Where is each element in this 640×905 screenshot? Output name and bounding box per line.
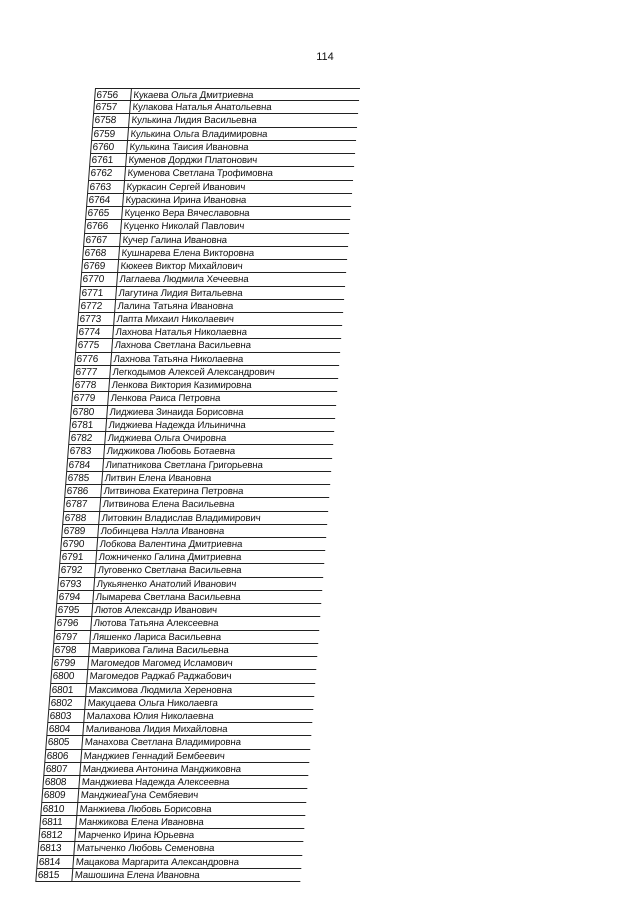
entry-number: 6797 [53, 631, 91, 643]
entry-name: Манджиев Геннадий Бембеевич [83, 750, 226, 762]
entry-name: Марченко Ирина Юрьевна [77, 830, 195, 842]
entry-name: Максимова Людмила Хереновна [88, 684, 233, 696]
table-row [75, 339, 341, 352]
table-row [47, 710, 313, 723]
entry-number: 6809 [41, 789, 79, 801]
table-row [87, 181, 353, 194]
table-row [41, 789, 307, 802]
entry-number: 6802 [48, 697, 86, 709]
table-row [48, 697, 314, 710]
table-row [64, 485, 330, 498]
table-row [58, 564, 324, 577]
page-number: 114 [316, 51, 334, 63]
entry-name: Кулькина Лидия Васильевна [131, 115, 258, 127]
table-row [57, 578, 323, 591]
entry-number: 6811 [39, 816, 77, 828]
entry-number: 6793 [57, 578, 95, 590]
entry-number: 6795 [55, 604, 93, 616]
entry-number: 6772 [78, 300, 116, 312]
entry-name: МанджиеаГуна Сембяевич [80, 790, 199, 802]
table-row [73, 366, 339, 379]
table-row [43, 763, 309, 776]
entry-name: Лалина Татьяна Ивановна [117, 300, 234, 312]
table-row [92, 114, 358, 127]
entry-name: Куценко Николай Павлович [123, 221, 245, 233]
table-row [84, 220, 350, 233]
entry-name: Кукаева Ольга Дмитриевна [133, 90, 254, 101]
entry-number: 6787 [63, 498, 101, 510]
entry-name: Кучер Галина Ивановна [122, 234, 228, 246]
table-row [69, 419, 335, 432]
table-row [44, 750, 310, 763]
table-row [79, 287, 345, 300]
table-row [70, 406, 336, 419]
table-row [80, 273, 346, 286]
table-row [52, 644, 318, 657]
entry-number: 6805 [45, 736, 83, 748]
entry-name: Лахнова Наталья Николаевна [115, 327, 248, 339]
entry-name: Лиджиева Зинаида Борисовна [109, 406, 244, 418]
entry-name: Ложниченко Галина Дмитриевна [98, 552, 242, 564]
table-row [51, 657, 317, 670]
entry-number: 6796 [54, 617, 92, 629]
entry-number: 6801 [49, 684, 87, 696]
table-row [86, 194, 352, 207]
entry-name: Литовкин Владислав Владимирович [101, 512, 262, 524]
entry-number: 6812 [38, 829, 76, 841]
entry-number: 6791 [59, 551, 97, 563]
entry-number: 6778 [72, 379, 110, 391]
entry-number: 6803 [47, 710, 85, 722]
entry-name: Мацакова Маргарита Александровна [75, 856, 240, 868]
entry-number: 6767 [83, 234, 121, 246]
entry-name: Ленкова Виктория Казимировна [111, 380, 252, 392]
table-row [42, 776, 308, 789]
entry-name: Легкодымов Алексей Александрович [112, 366, 276, 378]
entry-name: Липатникова Светлана Григорьевна [105, 459, 264, 471]
entry-name: Лымарева Светлана Васильевна [95, 591, 242, 603]
entry-name: Лаглаева Людмила Хечеевна [119, 274, 249, 286]
entry-number: 6794 [56, 591, 94, 603]
entry-name: Лобкова Валентина Дмитриевна [99, 538, 243, 550]
entry-number: 6789 [61, 525, 99, 537]
entry-number: 6756 [94, 89, 132, 100]
entry-name: Куркасин Сергей Иванович [126, 181, 246, 193]
entry-number: 6762 [88, 167, 126, 179]
entry-number: 6814 [36, 856, 74, 868]
entry-name: Манжикова Елена Ивановна [78, 816, 205, 828]
entry-number: 6773 [77, 313, 115, 325]
table-row [37, 842, 303, 855]
entry-name: Литвинова Екатерина Петровна [103, 486, 244, 498]
table-row [88, 167, 354, 180]
entry-number: 6792 [58, 564, 96, 576]
entry-number: 6758 [92, 114, 130, 126]
entry-name: Лютов Александр Иванович [94, 605, 218, 617]
table-row [83, 234, 349, 247]
table-row [68, 432, 334, 445]
table-row [39, 816, 305, 829]
entry-name: Куценко Вера Вячеславовна [124, 208, 250, 220]
entry-name: Кюкеев Виктор Михайлович [120, 261, 244, 273]
table-row [91, 128, 357, 141]
entry-number: 6777 [73, 366, 111, 378]
table-row [89, 154, 355, 167]
entry-number: 6761 [89, 154, 127, 166]
entry-number: 6806 [44, 750, 82, 762]
table-row [38, 829, 304, 842]
entry-number: 6788 [62, 512, 100, 524]
entry-number: 6768 [82, 247, 120, 259]
table-row [49, 684, 315, 697]
entry-name: Машошина Елена Ивановна [74, 869, 200, 881]
table-row [72, 379, 338, 392]
entry-name: Литвин Елена Ивановна [104, 472, 212, 484]
entry-number: 6759 [91, 128, 129, 140]
entry-number: 6808 [42, 776, 80, 788]
entry-number: 6765 [85, 207, 123, 219]
entry-number: 6764 [86, 194, 124, 206]
entry-name: Луговенко Светлана Васильевна [97, 565, 242, 577]
table-row [59, 551, 325, 564]
entry-number: 6807 [43, 763, 81, 775]
entry-name: Кулакова Наталья Анатольевна [132, 102, 272, 114]
table-row [90, 141, 356, 154]
entry-number: 6780 [70, 406, 108, 418]
entry-number: 6790 [60, 538, 98, 550]
entry-number: 6760 [90, 141, 128, 153]
entry-number: 6776 [74, 353, 112, 365]
table-row [45, 736, 311, 749]
entry-name: Ленкова Раиса Петровна [110, 393, 221, 405]
entry-number: 6783 [67, 445, 105, 457]
entry-name: Лахнова Светлана Васильевна [114, 340, 252, 352]
table-row [56, 591, 322, 604]
entry-number: 6766 [84, 220, 122, 232]
entry-name: Литвинова Елена Васильевна [102, 499, 235, 511]
table-row [61, 525, 327, 538]
entry-number: 6774 [76, 326, 114, 338]
entry-name: Лютова Татьяна Алексеевна [93, 618, 219, 630]
entry-name: Лахнова Татьяна Николаевна [113, 353, 244, 365]
table-row [93, 101, 359, 114]
entry-name: Манахова Светлана Владимировна [84, 737, 242, 749]
entry-name: Куменов Дорджи Платонович [128, 155, 258, 167]
entry-number: 6813 [37, 842, 75, 854]
entry-number: 6810 [40, 803, 78, 815]
entry-number: 6784 [66, 459, 104, 471]
table-row [82, 247, 348, 260]
table-row [65, 472, 331, 485]
table-row [85, 207, 351, 220]
entry-number: 6781 [69, 419, 107, 431]
entry-name: Лиджикова Любовь Ботаевна [106, 446, 236, 458]
entry-number: 6779 [71, 392, 109, 404]
entry-name: Маврикова Галина Васильевна [91, 644, 230, 656]
table-row [71, 392, 337, 405]
table-row [55, 604, 321, 617]
table-row [50, 670, 316, 683]
entry-number: 6815 [35, 869, 73, 881]
entry-number: 6775 [75, 339, 113, 351]
entry-name: Кушнарева Елена Викторовна [121, 247, 255, 259]
entry-name: Ляшенко Лариса Васильевна [92, 631, 222, 643]
table-row [77, 313, 343, 326]
table-row [76, 326, 342, 339]
entry-number: 6799 [51, 657, 89, 669]
entry-number: 6769 [81, 260, 119, 272]
entry-name: Кулькина Ольга Владимировна [130, 128, 268, 140]
table-row [62, 512, 328, 525]
table-row [66, 459, 332, 472]
entry-name: Лапта Михаил Николаевич [116, 313, 235, 325]
entry-name: Куменова Светлана Трофимовна [127, 168, 274, 180]
entry-number: 6771 [79, 287, 117, 299]
entry-name: Кураскина Ирина Ивановна [125, 194, 247, 206]
table-row [67, 445, 333, 458]
entry-name: Лукьяненко Анатолий Иванович [96, 578, 237, 590]
entry-number: 6770 [80, 273, 118, 285]
entry-name: Лиджиева Ольга Очировна [107, 433, 227, 445]
table-row [94, 88, 360, 101]
entry-number: 6785 [65, 472, 103, 484]
entry-name: Матыченко Любовь Семеновна [76, 843, 215, 855]
table-row [78, 300, 344, 313]
entry-name: Лагутина Лидия Витальевна [118, 287, 243, 299]
table-row [53, 631, 319, 644]
entry-name: Манжиева Любовь Борисовна [79, 803, 212, 815]
entry-name: Магомедов Раджаб Раджабович [89, 671, 232, 683]
entry-name: Лиджиева Надежда Ильинична [108, 419, 247, 431]
entry-number: 6757 [93, 101, 131, 113]
entry-number: 6804 [46, 723, 84, 735]
entry-number: 6798 [52, 644, 90, 656]
entry-name: Малахова Юлия Николаевна [86, 711, 214, 723]
entry-name: Кулькина Таисия Ивановна [129, 141, 249, 153]
table-row [36, 856, 302, 869]
table-row [35, 869, 301, 882]
entry-number: 6763 [87, 181, 125, 193]
table-row [60, 538, 326, 551]
entry-number: 6782 [68, 432, 106, 444]
name-roster-table [35, 88, 360, 882]
entry-name: Маливанова Лидия Михайловна [85, 724, 228, 736]
entry-name: Макуцаева Ольга Николаевга [87, 697, 219, 709]
table-row [40, 803, 306, 816]
table-row [46, 723, 312, 736]
entry-name: Магомедов Магомед Исламович [90, 658, 233, 670]
table-row [81, 260, 347, 273]
table-row [63, 498, 329, 511]
entry-number: 6786 [64, 485, 102, 497]
entry-number: 6800 [50, 670, 88, 682]
entry-name: Лобинцева Нэлла Ивановна [100, 525, 225, 537]
table-row [54, 617, 320, 630]
entry-name: Манджиева Антонина Манджиковна [82, 763, 242, 775]
entry-name: Манджиева Надежда Алексеевна [81, 777, 230, 789]
table-row [74, 353, 340, 366]
